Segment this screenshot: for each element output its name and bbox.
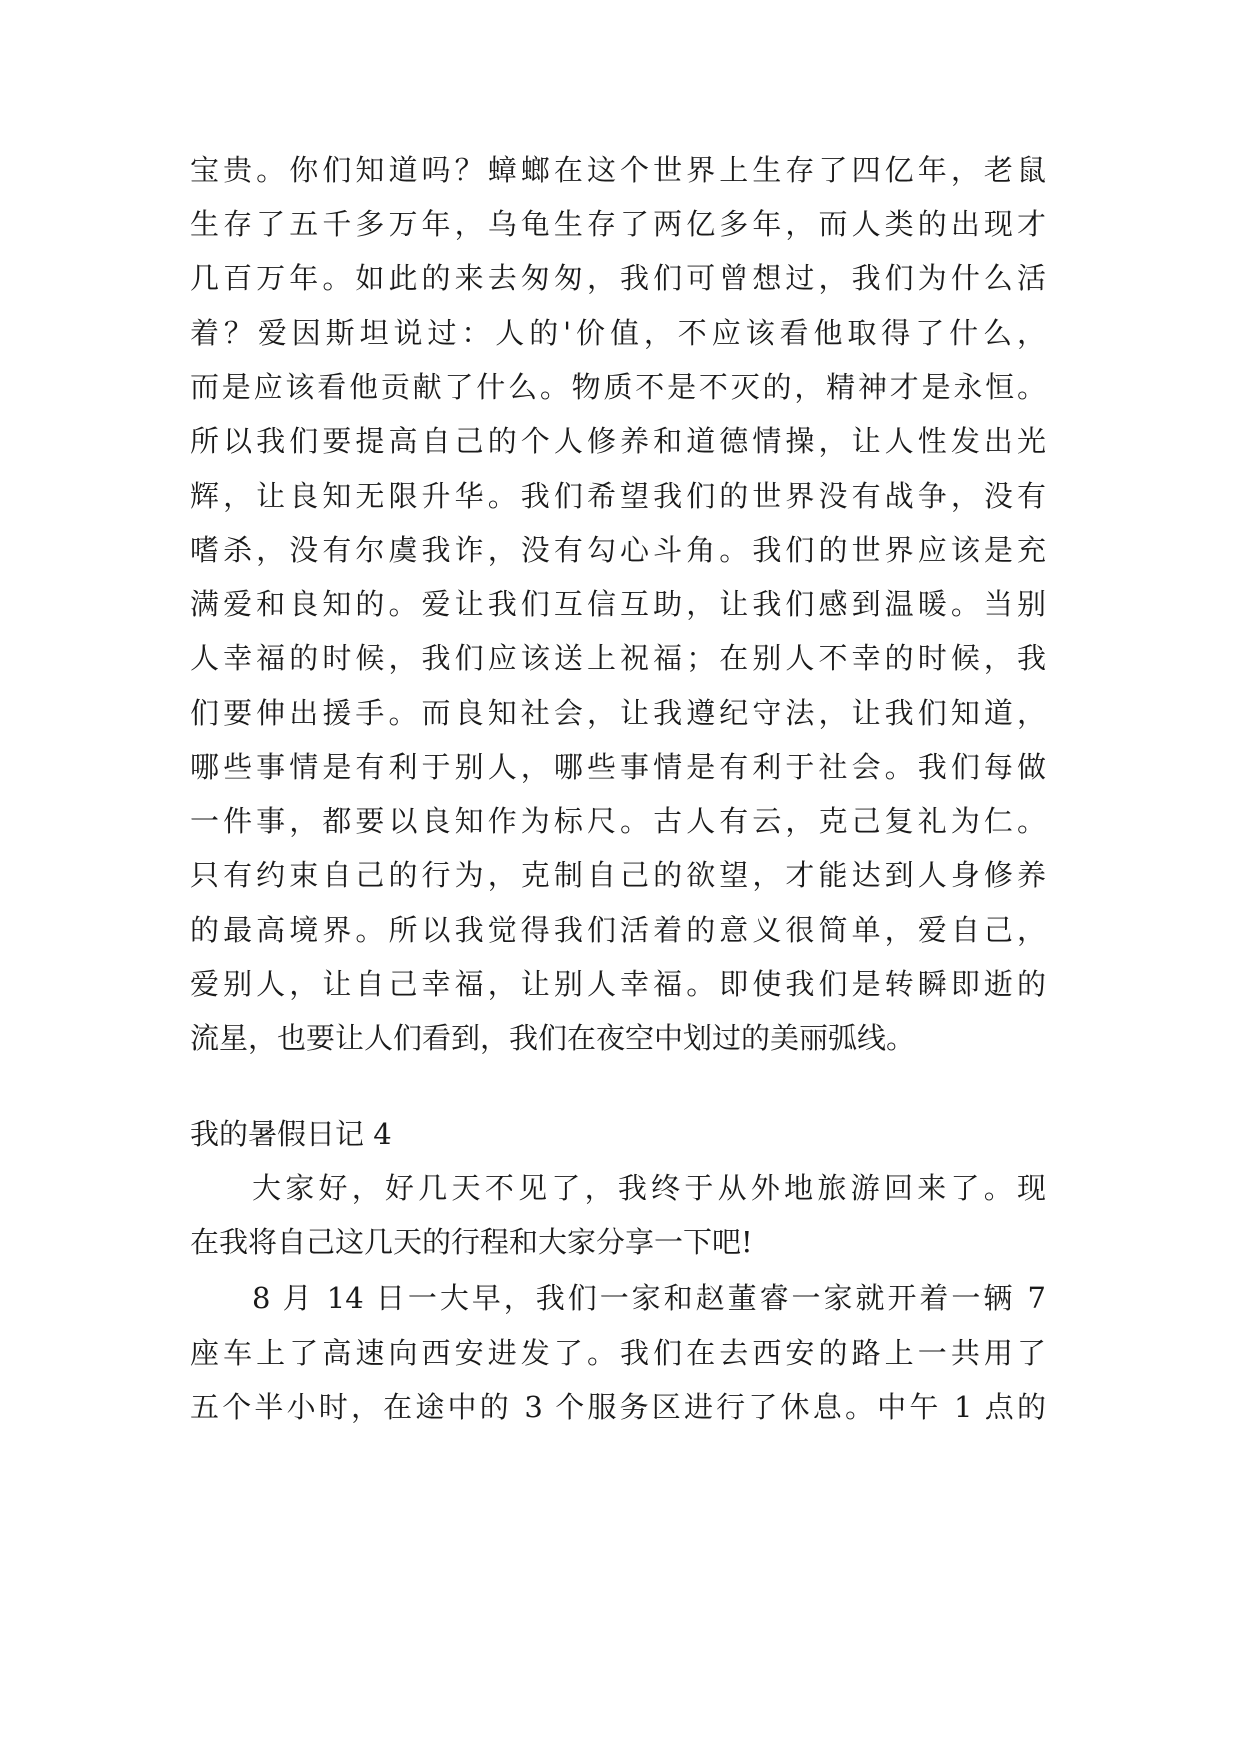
- paragraph-1-line-17: 流星，也要让人们看到，我们在夜空中划过的美丽弧线。: [190, 1021, 916, 1055]
- paragraph-1-line-14: 只有约束自己的行为，克制自己的欲望，才能达到人身修养: [190, 858, 1046, 892]
- paragraph-1-line-16: 爱别人，让自己幸福，让别人幸福。即使我们是转瞬即逝的: [190, 967, 1046, 1001]
- paragraph-1-line-11: 们要伸出援手。而良知社会，让我遵纪守法，让我们知道，: [190, 696, 1046, 730]
- paragraph-1-line-12: 哪些事情是有利于别人，哪些事情是有利于社会。我们每做: [190, 750, 1046, 784]
- paragraph-1-line-3: 几百万年。如此的来去匆匆，我们可曾想过，我们为什么活: [190, 261, 1046, 295]
- paragraph-1-line-2: 生存了五千多万年，乌龟生存了两亿多年，而人类的出现才: [190, 207, 1046, 241]
- paragraph-1-line-10: 人幸福的时候，我们应该送上祝福；在别人不幸的时候，我: [190, 641, 1046, 675]
- section-title: 我的暑假日记 4: [190, 1117, 392, 1151]
- paragraph-3-line-1: 8 月 14 日一大早，我们一家和赵董睿一家就开着一辆 7: [252, 1281, 1046, 1315]
- paragraph-1-line-8: 嗜杀，没有尔虞我诈，没有勾心斗角。我们的世界应该是充: [190, 533, 1046, 567]
- paragraph-3-line-2: 座车上了高速向西安进发了。我们在去西安的路上一共用了: [190, 1336, 1046, 1370]
- paragraph-1-line-13: 一件事，都要以良知作为标尺。古人有云，克己复礼为仁。: [190, 804, 1046, 838]
- paragraph-1-line-5: 而是应该看他贡献了什么。物质不是不灭的，精神才是永恒。: [190, 370, 1046, 404]
- paragraph-3-line-3: 五个半小时，在途中的 3 个服务区进行了休息。中午 1 点的: [190, 1390, 1046, 1424]
- paragraph-1-line-1: 宝贵。你们知道吗？蟑螂在这个世界上生存了四亿年，老鼠: [190, 153, 1046, 187]
- paragraph-2-line-2: 在我将自己这几天的行程和大家分享一下吧!: [190, 1225, 753, 1259]
- paragraph-1-line-4: 着？爱因斯坦说过：人的'价值，不应该看他取得了什么，: [190, 316, 1046, 350]
- paragraph-2-line-1: 大家好，好几天不见了，我终于从外地旅游回来了。现: [252, 1171, 1046, 1205]
- paragraph-1-line-15: 的最高境界。所以我觉得我们活着的意义很简单，爱自己，: [190, 913, 1046, 947]
- paragraph-1-line-9: 满爱和良知的。爱让我们互信互助，让我们感到温暖。当别: [190, 587, 1046, 621]
- paragraph-1-line-6: 所以我们要提高自己的个人修养和道德情操，让人性发出光: [190, 424, 1046, 458]
- paragraph-1-line-7: 辉，让良知无限升华。我们希望我们的世界没有战争，没有: [190, 479, 1046, 513]
